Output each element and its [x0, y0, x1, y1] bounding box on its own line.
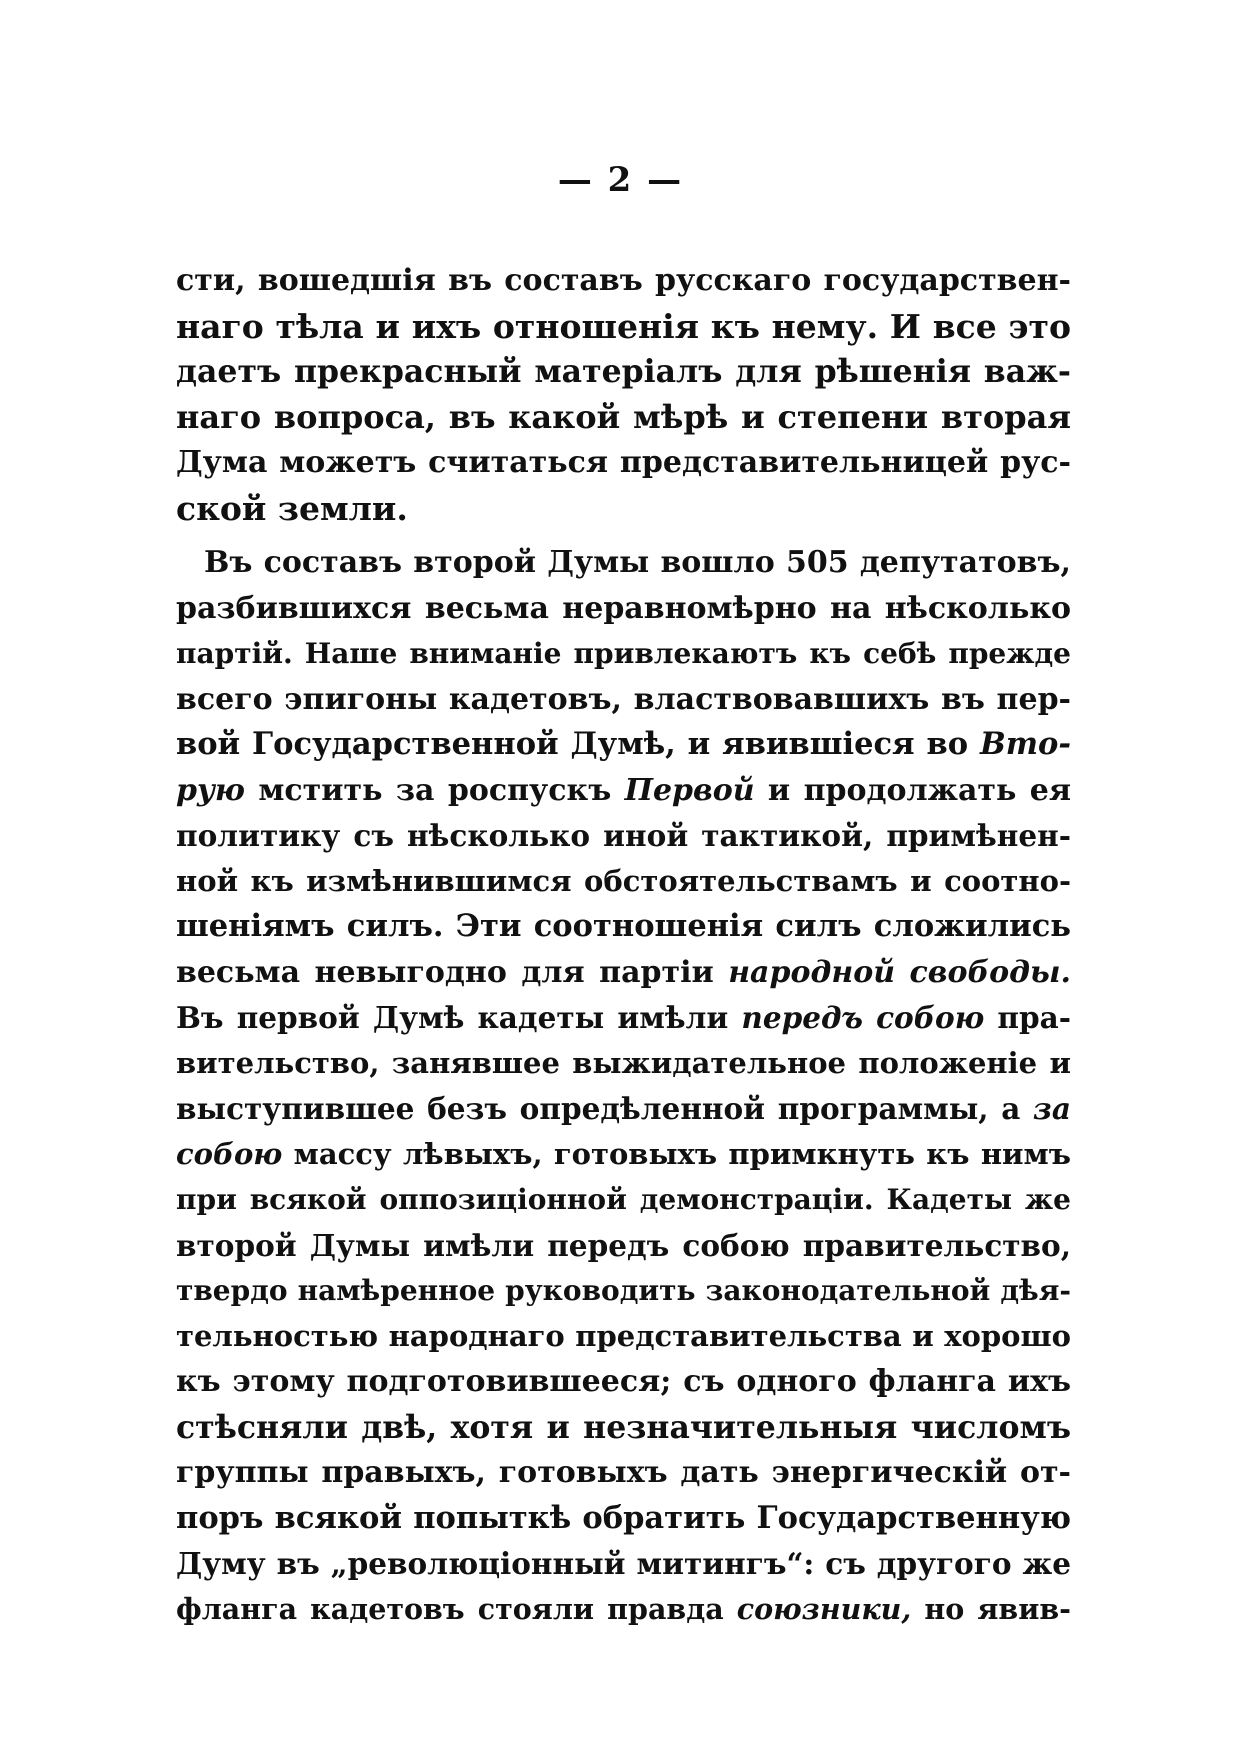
- text-segment: вительство, занявшее выжидательное положеніе и: [176, 1045, 1071, 1080]
- italic-text: за: [1033, 1091, 1071, 1126]
- text-line: [176, 1268, 1071, 1314]
- text-line: [176, 1359, 1071, 1405]
- text-line: [176, 1177, 1071, 1223]
- text-line: [176, 995, 1071, 1041]
- text-line: [176, 1086, 1071, 1132]
- text-segment: твердо намѣренное руководить законодательной дѣя-: [176, 1274, 1071, 1307]
- text-line: [176, 1541, 1071, 1587]
- text-line: [176, 631, 1071, 677]
- text-segment: пра-: [984, 1000, 1071, 1035]
- text-line: [176, 1450, 1071, 1496]
- body-text: [176, 258, 1071, 1632]
- text-line: [176, 1405, 1071, 1451]
- text-segment: сти, вошедшія въ составъ русскаго государствен-: [176, 263, 1071, 298]
- text-segment: массу лѣвыхъ, готовыхъ примкнуть къ нимъ: [282, 1136, 1071, 1171]
- text-line: [176, 1587, 1071, 1633]
- text-line: [176, 1314, 1071, 1360]
- text-segment: шеніямъ силъ. Эти соотношенія силъ сложились: [176, 908, 1071, 944]
- italic-text: Первой: [624, 772, 755, 808]
- text-segment: стѣсняли двѣ, хотя и незначительныя числомъ: [176, 1408, 1071, 1446]
- italic-text: союзники,: [736, 1591, 912, 1626]
- text-line: [176, 677, 1071, 723]
- text-line: [176, 1223, 1071, 1269]
- text-segment: поръ всякой попыткѣ обратить Государственную: [176, 1499, 1071, 1536]
- text-segment: выступившее безъ опредѣленной программы, а: [176, 1091, 1034, 1126]
- text-segment: фланга кадетовъ стояли правда: [176, 1591, 737, 1626]
- text-line: [176, 904, 1071, 950]
- text-segment: Въ составъ второй Думы вошло 505 депутатовъ,: [204, 545, 1071, 580]
- text-segment: политику съ нѣсколько иной тактикой, примѣнен-: [176, 818, 1071, 853]
- text-segment: тельностью народнаго представительства и хорошо: [176, 1318, 1071, 1353]
- italic-text: собою: [176, 1136, 283, 1171]
- text-line: [176, 1132, 1071, 1178]
- text-line: [176, 440, 1071, 486]
- text-segment: второй Думы имѣли передъ собою правительство,: [176, 1227, 1071, 1263]
- text-segment: всего эпигоны кадетовъ, властвовавшихъ въ пер-: [176, 681, 1071, 717]
- page-number: — 2 —: [557, 160, 684, 200]
- text-segment: мстить за роспускъ: [244, 772, 625, 808]
- text-line: [176, 258, 1071, 304]
- text-line: [176, 1041, 1071, 1087]
- text-line: [176, 395, 1071, 441]
- italic-text: рую: [176, 772, 245, 808]
- text-segment: партій. Наше вниманіе привлекаютъ къ себѣ прежде: [176, 637, 1071, 670]
- text-segment: вой Государственной Думѣ, и явившіеся во: [176, 726, 980, 762]
- text-line: [176, 768, 1071, 814]
- text-segment: къ этому подготовившееся; съ одного фланга ихъ: [176, 1364, 1071, 1399]
- text-line: [176, 486, 1071, 532]
- text-segment: разбившихся весьма неравномѣрно на нѣсколько: [176, 590, 1071, 626]
- text-line: [176, 859, 1071, 905]
- text-segment: наго вопроса, въ какой мѣрѣ и степени вторая: [176, 397, 1071, 436]
- text-segment: и продолжать ея: [754, 772, 1071, 808]
- text-segment: наго тѣла и ихъ отношенія къ нему. И все это: [176, 306, 1071, 346]
- text-line: [176, 722, 1071, 768]
- text-segment: ной къ измѣнившимся обстоятельствамъ и соотно-: [176, 863, 1071, 898]
- italic-text: народной свободы.: [728, 954, 1071, 990]
- text-line: [176, 349, 1071, 395]
- italic-text: передъ собою: [741, 1000, 985, 1035]
- text-line: [176, 586, 1071, 632]
- text-segment: но явив-: [911, 1591, 1071, 1626]
- text-line: [176, 1496, 1071, 1542]
- text-line: [176, 304, 1071, 350]
- text-segment: группы правыхъ, готовыхъ дать энергическій от-: [176, 1455, 1071, 1490]
- text-segment: Въ первой Думѣ кадеты имѣли: [176, 1000, 742, 1035]
- text-segment: весьма невыгодно для партіи: [176, 954, 729, 990]
- text-segment: Думу въ „революціонный митингъ“: съ другого же: [176, 1546, 1071, 1581]
- text-line: [176, 540, 1071, 586]
- text-segment: ской земли.: [176, 488, 408, 528]
- text-line: [176, 813, 1071, 859]
- text-line: [176, 950, 1071, 996]
- italic-text: Вто-: [979, 726, 1071, 762]
- text-segment: при всякой оппозиціонной демонстраціи. Кадеты же: [176, 1183, 1071, 1216]
- text-segment: Дума можетъ считаться представительницей рус-: [176, 445, 1071, 480]
- text-segment: даетъ прекрасный матеріалъ для рѣшенія важ-: [176, 353, 1071, 390]
